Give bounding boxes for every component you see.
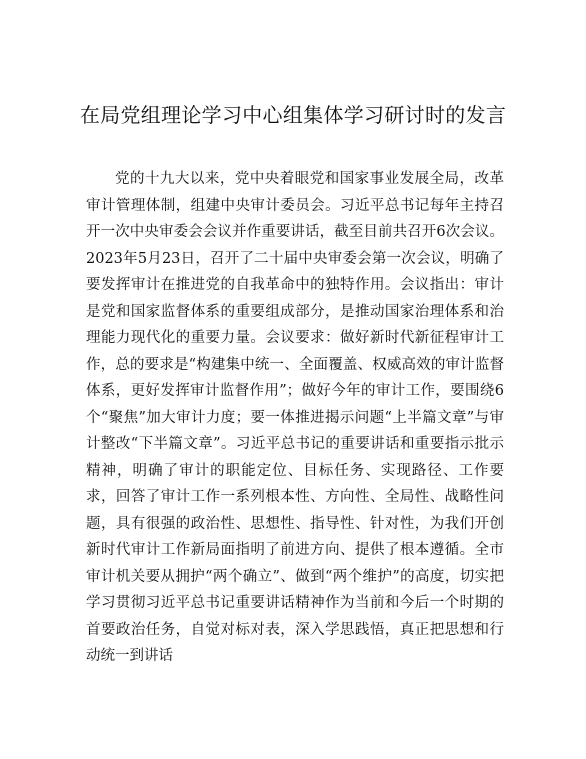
document-title: 在局党组理论学习中心组集体学习研讨时的发言 xyxy=(79,103,507,127)
body-paragraph: 党的十九大以来，党中央着眼党和国家事业发展全局，改革审计管理体制，组建中央审计委员会。习近平总书记每年主持召开一次中央审委会会议并作重要讲话，截至目前共召开6次会议。2023年5月23日，召开了二十届中央审委会第一次会议，明确了要发挥审计在推进党的自我革命中的独特作用。会议指出：审计是党和国家监督体系的重要组成部分，是推动国家治理体系和治理能力现代化的重要力量。会议要求：做好新时代新征程审计工作，总的要求是“构建集中统一、全面覆盖、权威高效的审计监督体系，更好发挥审计监督作用”；做好今年的审计工作，要围绕6个“聚焦”加大审计力度；要一体推进揭示问题“上半篇文章”与审计整改“下半篇文章”。习近平总书记的重要讲话和重要指示批示精神，明确了审计的职能定位、目标任务、实现路径、工作要求，回答了审计工作一系列根本性、方向性、全局性、战略性问题，具有很强的政治性、思想性、指导性、针对性，为我们开创新时代审计工作新局面指明了前进方向、提供了根本遵循。全市审计机关要从拥护“两个确立”、做到“两个维护”的高度，切实把学习贯彻习近平总书记重要讲话精神作为当前和今后一个时期的首要政治任务，自觉对标对表，深入学思践悟，真正把思想和行动统一到讲话 xyxy=(86,171,504,664)
